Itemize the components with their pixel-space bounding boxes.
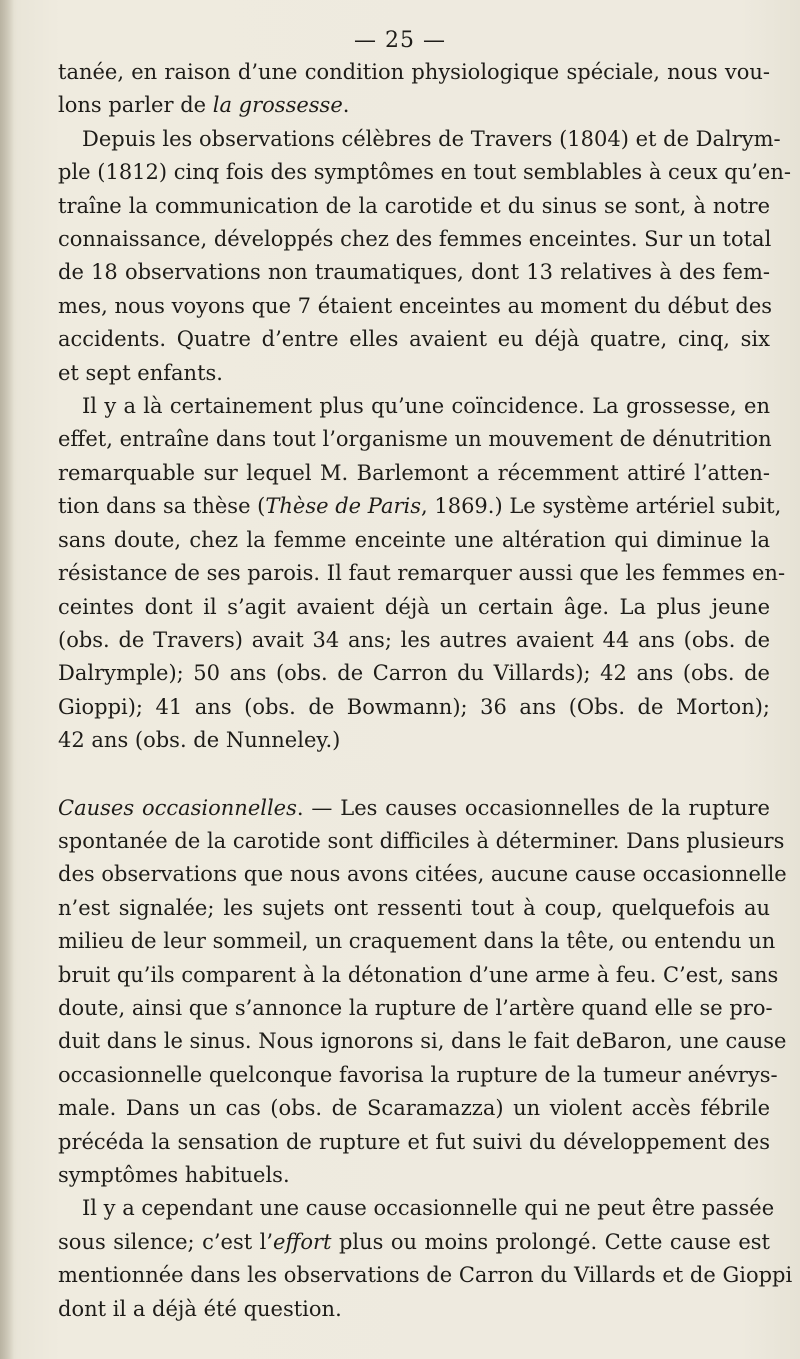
text-line: dont il a déjà été question. — [58, 1296, 342, 1321]
paragraph-1 — [58, 56, 770, 123]
binding-gutter-shadow — [0, 0, 14, 1359]
text-line: Dalrymple); 50 ans (obs. de Carron du Villards); 42 ans (obs. de — [58, 661, 770, 686]
text-line: effet, entraîne dans tout l’organisme un mouvement de dénutrition — [58, 427, 772, 452]
text-line: des observations que nous avons citées, aucune cause occasionnelle — [58, 862, 787, 887]
text-line: (obs. de Travers) avait 34 ans; les autres avaient 44 ans (obs. de — [58, 627, 770, 652]
text-line: sans doute, chez la femme enceinte une altération qui diminue la — [58, 527, 770, 552]
text-line: mes, nous voyons que 7 étaient enceintes au moment du début des — [58, 293, 773, 318]
text-line: traîne la communication de la carotide et du sinus se sont, à notre — [58, 193, 770, 218]
text-line: milieu de leur sommeil, un craquement dans la tête, ou entendu un — [58, 929, 776, 954]
text-line: 42 ans (obs. de Nunneley.) — [58, 728, 341, 753]
text-line-italic-segment: lons parler de la grossesse. — [58, 93, 350, 118]
text-line: bruit qu’ils comparent à la détonation d’une arme à feu. C’est, sans — [58, 962, 779, 987]
text-line: remarquable sur lequel M. Barlemont a récemment attiré l’atten- — [58, 460, 770, 485]
text-line: précéda la sensation de rupture et fut suivi du développement des — [58, 1129, 770, 1154]
text-line: male. Dans un cas (obs. de Scaramazza) un violent accès fébrile — [58, 1096, 770, 1121]
text-line: tion dans sa thèse (Thèse de Paris, 1869.) Le système artériel subit, — [58, 494, 782, 519]
text-line: Il y a cependant une cause occasionnelle qui ne peut être passée — [82, 1196, 775, 1221]
text-line: spontanée de la carotide sont difficiles à déterminer. Dans plusieurs — [58, 828, 785, 853]
paragraph-4 — [58, 792, 787, 1193]
text-line: occasionnelle quelconque favorisa la rupture de la tumeur anévrys- — [58, 1062, 778, 1087]
text-line: mentionnée dans les observations de Carron du Villards et de Gioppi — [58, 1263, 793, 1288]
page-number: — 25 — — [354, 28, 446, 53]
text-line: ple (1812) cinq fois des symptômes en tout semblables à ceux qu’en- — [58, 160, 791, 185]
text-line: Il y a là certainement plus qu’une coïncidence. La grossesse, en — [82, 394, 770, 419]
text-line: et sept enfants. — [58, 360, 223, 385]
paragraph-3 — [58, 390, 786, 757]
text-line: n’est signalée; les sujets ont ressenti tout à coup, quelquefois au — [58, 895, 770, 920]
text-line: Gioppi); 41 ans (obs. de Bowmann); 36 ans (Obs. de Morton); — [58, 694, 770, 719]
text-line: Causes occasionnelles. — Les causes occasionnelles de la rupture — [58, 795, 770, 820]
text-line: de 18 observations non traumatiques, dont 13 relatives à des fem- — [58, 260, 770, 285]
text-line: ceintes dont il s’agit avaient déjà un certain âge. La plus jeune — [58, 594, 770, 619]
text-line: symptômes habituels. — [58, 1163, 290, 1187]
paragraph-5 — [58, 1192, 793, 1326]
text-line — [58, 89, 770, 122]
text-line: duit dans le sinus. Nous ignorons si, dans le fait deBaron, une cause — [58, 1029, 787, 1054]
text-line: connaissance, développés chez des femmes enceintes. Sur un total — [58, 227, 772, 252]
text-line: résistance de ses parois. Il faut remarquer aussi que les femmes en- — [58, 561, 786, 586]
text-line: doute, ainsi que s’annonce la rupture de l’artère quand elle se pro- — [58, 995, 773, 1020]
text-line: accidents. Quatre d’entre elles avaient eu déjà quatre, cinq, six — [58, 327, 770, 352]
body-text — [58, 56, 793, 1326]
paragraph-2 — [58, 123, 791, 390]
text-line: sous silence; c’est l’effort plus ou moins prolongé. Cette cause est — [58, 1229, 770, 1254]
text-line: tanée, en raison d’une condition physiologique spéciale, nous vou- — [58, 60, 770, 84]
text-line: Depuis les observations célèbres de Travers (1804) et de Dalrym- — [82, 126, 781, 151]
